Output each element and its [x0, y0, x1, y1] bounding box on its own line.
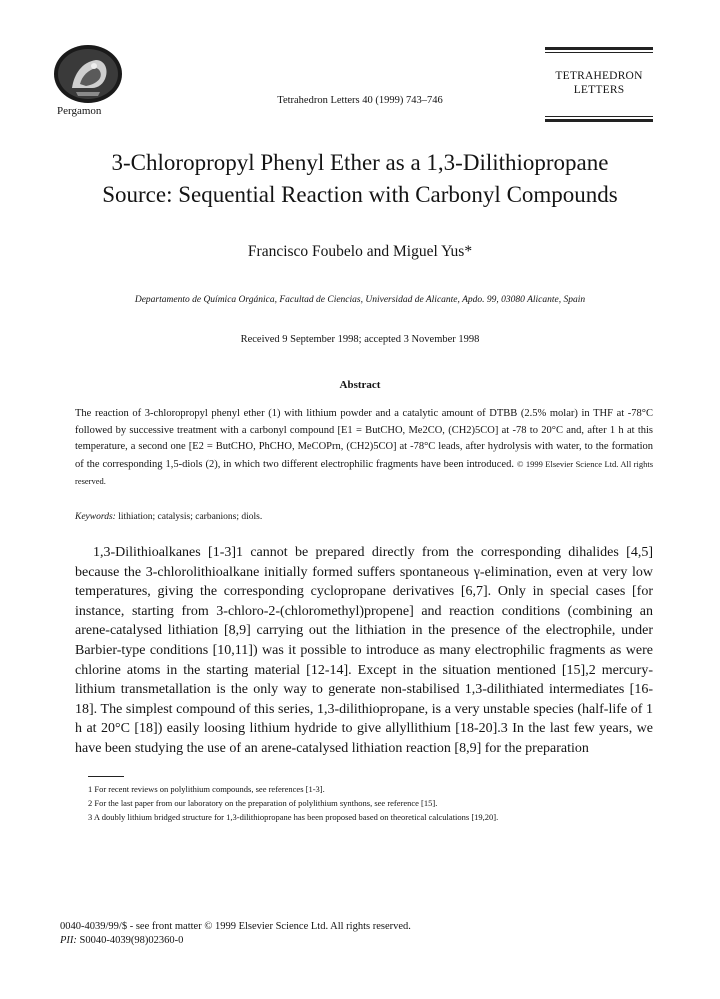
- journal-name-line1: TETRAHEDRON: [555, 70, 643, 82]
- issn-block: [60, 920, 411, 947]
- issn-line: 0040-4039/99/$ - see front matter © 1999 Elsevier Science Ltd. All rights reserved.: [60, 921, 411, 932]
- journal-name-line2: LETTERS: [573, 84, 625, 96]
- footnote-2: 2 For the last paper from our laboratory on the preparation of polylithium synthons, see reference [15].: [88, 798, 438, 808]
- keywords-value: lithiation; catalysis; carbanions; diols.: [118, 512, 263, 522]
- footnotes: [88, 782, 653, 824]
- article-title: [40, 147, 680, 211]
- abstract-body: The reaction of 3-chloropropyl phenyl ether (1) with lithium powder and a catalytic amount of DTBB (2.5% molar) in THF at -78°C followed by successive treatment with a carbonyl compound [E1 = ButCHO, Me2CO, (CH2)5CO] at -78 to 20°C and, after 1 h at this temperature, a second one [E2 = ButCHO, PhCHO, MeCOPrn, (CH2)5CO] at -78°C leads, after hydrolysis with water, to the formation of the corresponding 1,5-diols (2), in which two different electrophilic fragments have been introduced.: [75, 408, 653, 470]
- masthead-rule-top: [545, 47, 653, 50]
- masthead-rule-bottom-thin: [545, 116, 653, 117]
- journal-masthead: [545, 47, 653, 97]
- pii-label: PII:: [60, 934, 77, 946]
- masthead-rule-top-thin: [545, 52, 653, 53]
- keywords-label: Keywords:: [75, 512, 116, 522]
- footnote-1: 1 For recent reviews on polylithium compounds, see references [1-3].: [88, 784, 325, 794]
- keywords: [75, 512, 262, 522]
- pii-value: S0040-4039(98)02360-0: [79, 934, 184, 946]
- abstract-heading: Abstract: [339, 379, 381, 391]
- publisher-name: Pergamon: [57, 105, 102, 117]
- masthead-rule-bottom: [545, 116, 653, 122]
- journal-citation: Tetrahedron Letters 40 (1999) 743–746: [277, 95, 443, 106]
- abstract-copyright: © 1999 Elsevier Science Ltd. All rights reserved.: [75, 458, 654, 486]
- journal-name: [545, 69, 653, 97]
- article-title-line1: 3-Chloropropyl Phenyl Ether as a 1,3-Dilithiopropane: [111, 150, 609, 175]
- footnote-rule: [88, 776, 124, 777]
- received-dates: Received 9 September 1998; accepted 3 November 1998: [240, 334, 480, 345]
- article-title-line2: Source: Sequential Reaction with Carbonyl Compounds: [102, 182, 618, 207]
- author-affiliation: Departamento de Química Orgánica, Facultad de Ciencias, Universidad de Alicante, Apdo. 99, 03080 Alicante, Spain: [134, 295, 586, 305]
- article-authors: Francisco Foubelo and Miguel Yus*: [247, 243, 473, 260]
- pii-line: [60, 934, 411, 948]
- footnote-3: 3 A doubly lithium bridged structure for 1,3-dilithiopropane has been proposed based on theoretical calculations [19,20].: [88, 812, 499, 822]
- masthead-rule-bottom-thick: [545, 119, 653, 122]
- abstract-text: [75, 406, 653, 491]
- body-paragraph: 1,3-Dilithioalkanes [1-3]1 cannot be prepared directly from the corresponding dihalides [4,5] because the 3-chlorolithioalkane initially formed suffers spontaneous γ-elimination, even at very low temperatures, giving the corresponding cyclopropane derivatives [6,7]. Only in special cases [for instance, starting from 3-chloro-2-(chloromethyl)propene] and reaction conditions (combining an arene-catalysed lithiation [8,9] carrying out the lithiation in the presence of the electrophile, under Barbier-type conditions [10,11]) was it possible to introduce as many electrophilic fragments as were chlorine atoms in the starting material [12-14]. Except in the situation mentioned [15],2 mercury-lithium transmetallation is the only way to generate non-stabilised 1,3-dilithiated intermediates [16-18]. The simplest compound of this series, 1,3-dilithiopropane, is a very unstable species (half-life of 1 h at 20°C [18]) easily loosing lithium hydride to give allyllithium [18-20].3 In the last few years, we have been studying the use of an arene-catalysed lithiation reaction [8,9] for the preparation: [75, 545, 653, 756]
